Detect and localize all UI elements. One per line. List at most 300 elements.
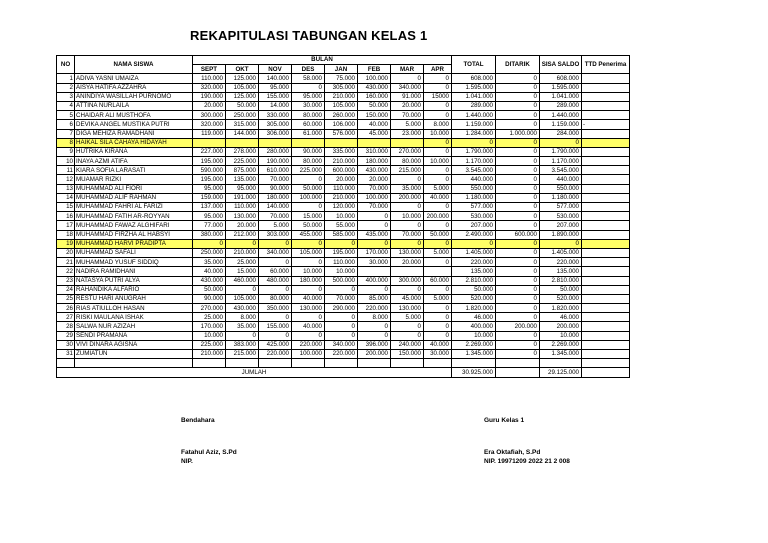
row-no: 12 [57, 175, 75, 184]
table-row [57, 285, 630, 294]
row-month-value: 225.000 [193, 340, 226, 349]
row-no: 9 [57, 147, 75, 156]
row-month-value: 135.000 [226, 175, 259, 184]
row-month-value: 290.000 [325, 304, 358, 313]
row-month-value: 0 [391, 239, 424, 248]
row-total: 1.041.000 [452, 92, 496, 101]
row-sisa: 1.595.000 [540, 83, 582, 92]
row-no: 27 [57, 313, 75, 322]
row-month-value: 50.000 [226, 101, 259, 110]
row-month-value: 210.000 [325, 157, 358, 166]
row-sisa: 577.000 [540, 203, 582, 212]
row-ditarik: 0 [496, 83, 540, 92]
table-row [57, 111, 630, 120]
row-month-value: 270.000 [391, 147, 424, 156]
table-row [57, 313, 630, 322]
row-month-value: 120.000 [325, 203, 358, 212]
month-header: NOV [259, 65, 292, 74]
row-total: 440.000 [452, 175, 496, 184]
row-name: VIVI DINARA AGISNA [75, 340, 193, 349]
row-month-value: 5.000 [259, 221, 292, 230]
row-month-value: 20.000 [325, 175, 358, 184]
row-ttd [582, 285, 630, 294]
row-month-value: 0 [424, 203, 452, 212]
row-ditarik: 0 [496, 74, 540, 83]
row-month-value: 100.000 [292, 193, 325, 202]
row-month-value: 77.000 [193, 221, 226, 230]
row-sisa: 135.000 [540, 267, 582, 276]
row-month-value: 155.000 [259, 322, 292, 331]
row-total: 530.000 [452, 212, 496, 221]
table-row [57, 304, 630, 313]
row-month-value: 110.000 [226, 203, 259, 212]
row-month-value: 0 [193, 239, 226, 248]
row-month-value: 0 [292, 175, 325, 184]
row-sisa: 1.790.000 [540, 147, 582, 156]
row-month-value: 0 [259, 258, 292, 267]
row-month-value: 125.000 [226, 92, 259, 101]
row-ditarik: 0 [496, 92, 540, 101]
row-month-value: 110.000 [325, 258, 358, 267]
row-ttd [582, 258, 630, 267]
row-ditarik: 0 [496, 221, 540, 230]
row-month-value: 61.000 [292, 129, 325, 138]
row-total: 1.284.000 [452, 129, 496, 138]
row-sisa: 207.000 [540, 221, 582, 230]
row-ttd [582, 313, 630, 322]
row-month-value: 80.000 [391, 157, 424, 166]
table-row [57, 350, 630, 359]
row-month-value: 60.000 [292, 120, 325, 129]
row-name: RESTU HARI ANUGRAH [75, 294, 193, 303]
row-month-value: 0 [292, 285, 325, 294]
row-month-value: 220.000 [292, 340, 325, 349]
row-ditarik: 0 [496, 138, 540, 147]
footer-label: JUMLAH [57, 368, 452, 377]
table-row [57, 212, 630, 221]
row-month-value: 576.000 [325, 129, 358, 138]
table-row [57, 258, 630, 267]
row-month-value: 210.000 [226, 248, 259, 257]
row-month-value: 170.000 [358, 248, 391, 257]
row-total: 2.490.000 [452, 230, 496, 239]
row-no: 15 [57, 203, 75, 212]
row-ditarik: 0 [496, 313, 540, 322]
row-month-value: 150.000 [358, 111, 391, 120]
row-month-value: 0 [325, 331, 358, 340]
month-header: APR [424, 65, 452, 74]
row-sisa: 1.890.000 [540, 230, 582, 239]
signature-right-role: Guru Kelas 1 [484, 417, 525, 424]
row-total: 46.000 [452, 313, 496, 322]
row-month-value: 70.000 [391, 111, 424, 120]
row-ttd [582, 193, 630, 202]
row-month-value: 430.000 [358, 166, 391, 175]
row-month-value: 45.000 [391, 294, 424, 303]
row-month-value: 95.000 [259, 83, 292, 92]
row-month-value: 40.000 [292, 322, 325, 331]
row-ttd [582, 184, 630, 193]
row-month-value: 90.000 [259, 184, 292, 193]
row-month-value [358, 138, 391, 147]
row-name: ANINDIYA WASILLAH PURNOMO [75, 92, 193, 101]
row-month-value: 260.000 [325, 111, 358, 120]
row-sisa: 1.180.000 [540, 193, 582, 202]
row-month-value: 8.000 [424, 120, 452, 129]
row-month-value: 278.000 [226, 147, 259, 156]
row-month-value: 585.000 [325, 230, 358, 239]
row-month-value: 227.000 [193, 147, 226, 156]
row-no: 21 [57, 258, 75, 267]
row-month-value: 250.000 [226, 111, 259, 120]
table-row [57, 322, 630, 331]
signature-left-role: Bendahara [181, 417, 215, 424]
row-ditarik: 0 [496, 258, 540, 267]
row-sisa: 1.405.000 [540, 248, 582, 257]
row-month-value: 58.000 [292, 74, 325, 83]
row-name: RAHANDIKA ALFARIO [75, 285, 193, 294]
row-month-value: 70.000 [259, 175, 292, 184]
row-ditarik: 0 [496, 248, 540, 257]
row-month-value: 5.000 [424, 184, 452, 193]
month-header: OKT [226, 65, 259, 74]
row-month-value: 0 [226, 285, 259, 294]
row-month-value: 140.000 [259, 203, 292, 212]
row-month-value: 95.000 [193, 212, 226, 221]
row-no: 20 [57, 248, 75, 257]
row-month-value: 159.000 [193, 193, 226, 202]
row-sisa: 289.000 [540, 101, 582, 110]
row-ttd [582, 147, 630, 156]
row-month-value: 15000 [424, 92, 452, 101]
row-sisa: 46.000 [540, 313, 582, 322]
row-month-value: 195.000 [193, 157, 226, 166]
row-ttd [582, 322, 630, 331]
row-month-value: 0 [424, 147, 452, 156]
row-month-value: 23.000 [391, 129, 424, 138]
row-month-value: 400.000 [358, 276, 391, 285]
row-ditarik: 0 [496, 111, 540, 120]
row-month-value: 105.000 [325, 101, 358, 110]
row-month-value: 396.000 [358, 340, 391, 349]
row-name: NADIRA RAMIDHANI [75, 267, 193, 276]
row-month-value [424, 267, 452, 276]
row-month-value: 5.000 [391, 120, 424, 129]
row-month-value: 455.000 [292, 230, 325, 239]
row-month-value: 0 [325, 322, 358, 331]
row-total: 0 [452, 138, 496, 147]
row-month-value: 0 [292, 83, 325, 92]
row-no: 18 [57, 230, 75, 239]
row-name: MUHAMMAD HARVI PRADIPTA [75, 239, 193, 248]
row-no: 11 [57, 166, 75, 175]
row-month-value: 130.000 [391, 248, 424, 257]
row-month-value: 335.000 [325, 147, 358, 156]
row-month-value: 20.000 [391, 258, 424, 267]
row-month-value: 8.000 [358, 313, 391, 322]
row-month-value [391, 138, 424, 147]
row-no: 6 [57, 120, 75, 129]
row-month-value: 10.000 [325, 212, 358, 221]
row-month-value: 15.000 [226, 267, 259, 276]
row-month-value [193, 138, 226, 147]
footer-sisa: 29.125.000 [540, 368, 582, 377]
row-month-value: 40.000 [292, 294, 325, 303]
row-name: MUHAMMAD FIRZHA AL HABSYI [75, 230, 193, 239]
row-month-value: 315.000 [226, 120, 259, 129]
row-month-value: 190.000 [193, 92, 226, 101]
row-month-value: 215.000 [226, 350, 259, 359]
row-month-value: 0 [292, 313, 325, 322]
row-month-value [325, 138, 358, 147]
row-month-value: 15.000 [292, 212, 325, 221]
blank-row [57, 359, 630, 368]
row-month-value: 105.000 [292, 248, 325, 257]
row-month-value: 35.000 [391, 184, 424, 193]
row-name: HUTRIKA KIRANA [75, 147, 193, 156]
row-month-value: 35.000 [193, 258, 226, 267]
row-name: MUHAMMAD SAFALI [75, 248, 193, 257]
row-ditarik: 0 [496, 175, 540, 184]
row-month-value: 50.000 [358, 101, 391, 110]
row-ditarik: 0 [496, 203, 540, 212]
row-name: MUHAMMAD FAHRI AL FARIZI [75, 203, 193, 212]
row-month-value: 0 [391, 203, 424, 212]
month-header: JAN [325, 65, 358, 74]
row-month-value: 0 [391, 175, 424, 184]
row-sisa: 440.000 [540, 175, 582, 184]
row-ditarik: 0 [496, 331, 540, 340]
row-month-value: 0 [358, 322, 391, 331]
row-month-value: 170.000 [193, 322, 226, 331]
row-month-value: 119.000 [193, 129, 226, 138]
row-sisa: 3.545.000 [540, 166, 582, 175]
row-sisa: 50.000 [540, 285, 582, 294]
table-row [57, 193, 630, 202]
row-month-value: 0 [226, 331, 259, 340]
row-month-value: 70.000 [358, 184, 391, 193]
row-month-value: 105.000 [226, 294, 259, 303]
row-month-value: 195.000 [325, 248, 358, 257]
row-month-value: 10.000 [424, 129, 452, 138]
row-ttd [582, 212, 630, 221]
col-ttd-header: TTD Penerima [582, 56, 630, 74]
table-body [57, 74, 630, 359]
row-total: 608.000 [452, 74, 496, 83]
table-row [57, 331, 630, 340]
row-month-value: 70.000 [358, 203, 391, 212]
row-no: 10 [57, 157, 75, 166]
table-row [57, 184, 630, 193]
row-month-value: 0 [424, 331, 452, 340]
row-name: DIGA MEHIZA RAMADHANI [75, 129, 193, 138]
row-month-value: 125.000 [226, 74, 259, 83]
row-month-value: 20.000 [358, 175, 391, 184]
row-total: 1.820.000 [452, 304, 496, 313]
row-month-value: 40.000 [193, 267, 226, 276]
row-month-value: 130.000 [292, 304, 325, 313]
row-no: 31 [57, 350, 75, 359]
row-sisa: 520.000 [540, 294, 582, 303]
row-name: ATTINA NURLAILA [75, 101, 193, 110]
row-month-value: 95.000 [226, 184, 259, 193]
row-month-value: 190.000 [259, 157, 292, 166]
row-ttd [582, 83, 630, 92]
row-month-value [358, 267, 391, 276]
row-ditarik: 0 [496, 193, 540, 202]
row-month-value: 200.000 [424, 212, 452, 221]
row-month-value: 91.000 [391, 92, 424, 101]
row-month-value: 320.000 [193, 83, 226, 92]
row-no: 28 [57, 322, 75, 331]
row-month-value: 0 [391, 221, 424, 230]
row-total: 1.790.000 [452, 147, 496, 156]
row-month-value: 350.000 [259, 304, 292, 313]
row-month-value: 0 [259, 331, 292, 340]
row-month-value: 106.000 [325, 120, 358, 129]
month-header: SEPT [193, 65, 226, 74]
table-row [57, 175, 630, 184]
row-month-value: 0 [292, 331, 325, 340]
row-total: 550.000 [452, 184, 496, 193]
row-name: MUHAMMAD ALIF RAHMAN [75, 193, 193, 202]
row-month-value: 30.000 [358, 258, 391, 267]
row-month-value: 0 [391, 322, 424, 331]
row-ttd [582, 248, 630, 257]
row-ttd [582, 267, 630, 276]
row-ditarik: 0 [496, 285, 540, 294]
row-month-value: 340.000 [259, 248, 292, 257]
row-month-value: 0 [391, 285, 424, 294]
row-ttd [582, 74, 630, 83]
col-nama-header: NAMA SISWA [75, 56, 193, 74]
row-month-value: 430.000 [226, 304, 259, 313]
table-row [57, 221, 630, 230]
row-month-value: 250.000 [193, 248, 226, 257]
row-sisa: 2.810.000 [540, 276, 582, 285]
row-month-value: 180.000 [292, 276, 325, 285]
row-month-value: 0 [424, 138, 452, 147]
row-no: 1 [57, 74, 75, 83]
row-name: RIAS ATIULLOH HASAN [75, 304, 193, 313]
table-row [57, 129, 630, 138]
row-month-value: 5.000 [424, 248, 452, 257]
table-row [57, 83, 630, 92]
row-no: 19 [57, 239, 75, 248]
row-month-value: 85.000 [358, 294, 391, 303]
row-name: KIARA SOFIA LARASATI [75, 166, 193, 175]
row-month-value: 14.000 [259, 101, 292, 110]
row-ditarik: 0 [496, 340, 540, 349]
row-month-value: 10.000 [292, 267, 325, 276]
row-month-value: 383.000 [226, 340, 259, 349]
table-row [57, 74, 630, 83]
table-row [57, 147, 630, 156]
row-ditarik: 0 [496, 304, 540, 313]
row-ttd [582, 350, 630, 359]
row-month-value: 0 [259, 239, 292, 248]
row-month-value: 50.000 [193, 285, 226, 294]
row-sisa: 550.000 [540, 184, 582, 193]
signature-right-name: Era Oktafiah, S.Pd [484, 449, 541, 456]
row-month-value: 240.000 [391, 340, 424, 349]
row-month-value: 210.000 [193, 350, 226, 359]
row-sisa: 608.000 [540, 74, 582, 83]
table-row [57, 92, 630, 101]
row-month-value: 305.000 [325, 83, 358, 92]
row-month-value: 105.000 [226, 83, 259, 92]
row-total: 0 [452, 239, 496, 248]
row-total: 1.595.000 [452, 83, 496, 92]
row-month-value: 425.000 [259, 340, 292, 349]
row-month-value: 137.000 [193, 203, 226, 212]
row-month-value: 30.000 [292, 101, 325, 110]
row-ttd [582, 203, 630, 212]
row-total: 1.405.000 [452, 248, 496, 257]
row-month-value: 270.000 [193, 304, 226, 313]
row-sisa: 284.000 [540, 129, 582, 138]
row-month-value: 310.000 [358, 147, 391, 156]
row-no: 22 [57, 267, 75, 276]
row-no: 7 [57, 129, 75, 138]
row-ttd [582, 92, 630, 101]
row-month-value: 70.000 [325, 294, 358, 303]
row-month-value: 210.000 [325, 193, 358, 202]
row-ttd [582, 101, 630, 110]
row-month-value: 0 [424, 304, 452, 313]
row-month-value: 0 [226, 239, 259, 248]
row-month-value: 0 [325, 239, 358, 248]
row-total: 207.000 [452, 221, 496, 230]
row-ttd: - [582, 120, 630, 129]
row-name: MUHAMMAD FAWAZ ALGHIFARI [75, 221, 193, 230]
footer-total: 30.925.000 [452, 368, 496, 377]
row-month-value: 45.000 [358, 129, 391, 138]
row-sisa: 2.269.000 [540, 340, 582, 349]
row-total: 135.000 [452, 267, 496, 276]
row-ditarik: 0 [496, 184, 540, 193]
row-sisa: 220.000 [540, 258, 582, 267]
col-total-header: TOTAL [452, 56, 496, 74]
table-row [57, 230, 630, 239]
row-month-value: 90.000 [292, 147, 325, 156]
row-ttd [582, 221, 630, 230]
row-ditarik: 0 [496, 166, 540, 175]
row-total: 2.810.000 [452, 276, 496, 285]
row-month-value: 200.000 [358, 350, 391, 359]
row-month-value: 200.000 [391, 193, 424, 202]
row-sisa: 0 [540, 138, 582, 147]
row-ttd [582, 304, 630, 313]
row-ditarik: 0 [496, 101, 540, 110]
row-total: 220.000 [452, 258, 496, 267]
row-ditarik: 0 [496, 239, 540, 248]
row-name: MUHAMMAD ALI FIORI [75, 184, 193, 193]
row-month-value: 0 [259, 285, 292, 294]
month-header: DES [292, 65, 325, 74]
row-month-value: 5.000 [424, 294, 452, 303]
row-month-value: 40.000 [424, 193, 452, 202]
row-month-value: 220.000 [259, 350, 292, 359]
row-month-value: 0 [391, 74, 424, 83]
row-name: MUHAMMAD FATIH AR-ROYYAN [75, 212, 193, 221]
row-ttd [582, 239, 630, 248]
table-row [57, 340, 630, 349]
row-month-value: 20.000 [391, 101, 424, 110]
table-row [57, 157, 630, 166]
row-month-value: 110.000 [193, 74, 226, 83]
table-row [57, 248, 630, 257]
